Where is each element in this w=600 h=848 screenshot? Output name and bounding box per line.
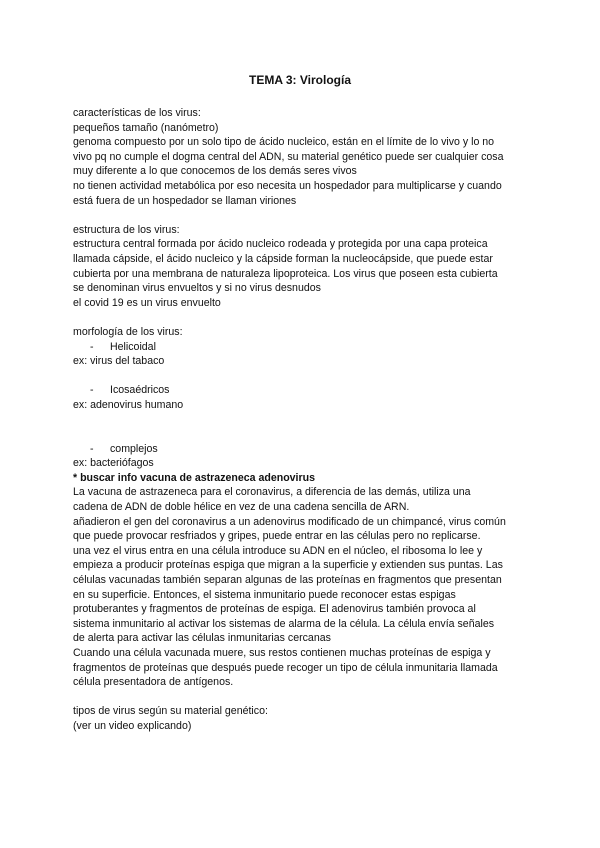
text-line: células vacunadas también separan algunas de las proteínas en fragmentos que presentan [73,574,502,586]
document-body [73,106,543,734]
text-line: Cuando una célula vacunada muere, sus restos contienen muchas proteínas de espiga y [73,646,491,659]
text-line: llamada cápside, el ácido nucleico y la cápside forman la nucleocápside, que puede estar [73,252,493,265]
text-line: sistema inmunitario al activar los sistemas de alarma de la célula. La célula envía señales [73,617,495,630]
section-heading: morfología de los virus: [73,325,183,338]
section-astrazeneca [73,471,543,690]
text-line: añadieron el gen del coronavirus a un adenovirus modificado de un chimpancé, virus común [73,515,506,528]
text-line: cubierta por una membrana de naturaleza lipoproteica. Los virus que poseen esta cubierta [73,267,498,280]
text-line: genoma compuesto por un solo tipo de ácido nucleico, están en el límite de lo vivo y lo no [73,136,495,149]
text-line: fragmentos de proteínas que después puede recoger un tipo de célula inmunitaria llamada [73,661,498,674]
section-heading: estructura de los virus: [73,223,180,236]
section-tipos [73,704,543,733]
text-line: en su superficie. Entonces, el sistema inmunitario puede reconocer estas espigas [73,588,456,601]
text-line: una vez el virus entra en una célula introduce su ADN en el núcleo, el ribosoma lo lee y [73,544,483,557]
list-item [90,442,543,457]
text-line: empieza a producir proteínas espiga que migran a la superficie y extienden sus puntas. Las [73,559,503,572]
list-item [90,383,543,398]
section-heading: tipos de virus según su material genético: [73,705,268,718]
section-heading-bold: * buscar info vacuna de astrazeneca adenovirus [73,471,315,484]
list-item-label: complejos [110,442,158,455]
text-line: se denominan virus envueltos y si no virus desnudos [73,282,321,295]
list-item-label: Icosaédricos [110,384,170,397]
text-line: vivo pq no cumple el dogma central del ADN, su material genético puede ser cualquier cosa [73,150,504,163]
text-line: (ver un video explicando) [73,719,192,732]
section-morfologia [73,325,543,471]
list-item-label: Helicoidal [110,340,156,353]
text-line: muy diferente a lo que conocemos de los demás seres vivos [73,165,357,178]
text-line: de alerta para activar las células inmunitarias cercanas [73,632,331,645]
text-line: no tienen actividad metabólica por eso necesita un hospedador para multiplicarse y cuando [73,179,502,192]
text-line: estructura central formada por ácido nucleico rodeada y protegida por una capa proteica [73,238,488,251]
text-line: cadena de ADN de doble hélice en vez de una cadena sencilla de ARN. [73,501,410,514]
text-line: célula presentadora de antígenos. [73,676,234,689]
list-item [90,340,543,355]
bullet-dash: - [90,442,94,455]
example-line: ex: adenovirus humano [73,398,184,411]
bullet-dash: - [90,340,94,353]
text-line: el covid 19 es un virus envuelto [73,296,221,309]
section-heading: características de los virus: [73,107,201,119]
text-line: La vacuna de astrazeneca para el coronavirus, a diferencia de las demás, utiliza una [73,486,471,499]
page-title: TEMA 3: Virología [248,73,351,87]
text-line: está fuera de un hospedador se llaman viriones [73,194,297,207]
example-line: ex: virus del tabaco [73,355,165,368]
bullet-dash: - [90,384,94,397]
example-line: ex: bacteriófagos [73,457,154,470]
text-line: protuberantes y fragmentos de proteínas de espiga. El adenovirus también provoca al [73,603,476,616]
section-estructura [73,223,543,311]
text-line: que puede provocar resfriados y gripes, puede entrar en las células pero no replicarse. [73,530,481,543]
text-line: pequeños tamaño (nanómetro) [73,121,219,134]
section-caracteristicas [73,106,543,208]
